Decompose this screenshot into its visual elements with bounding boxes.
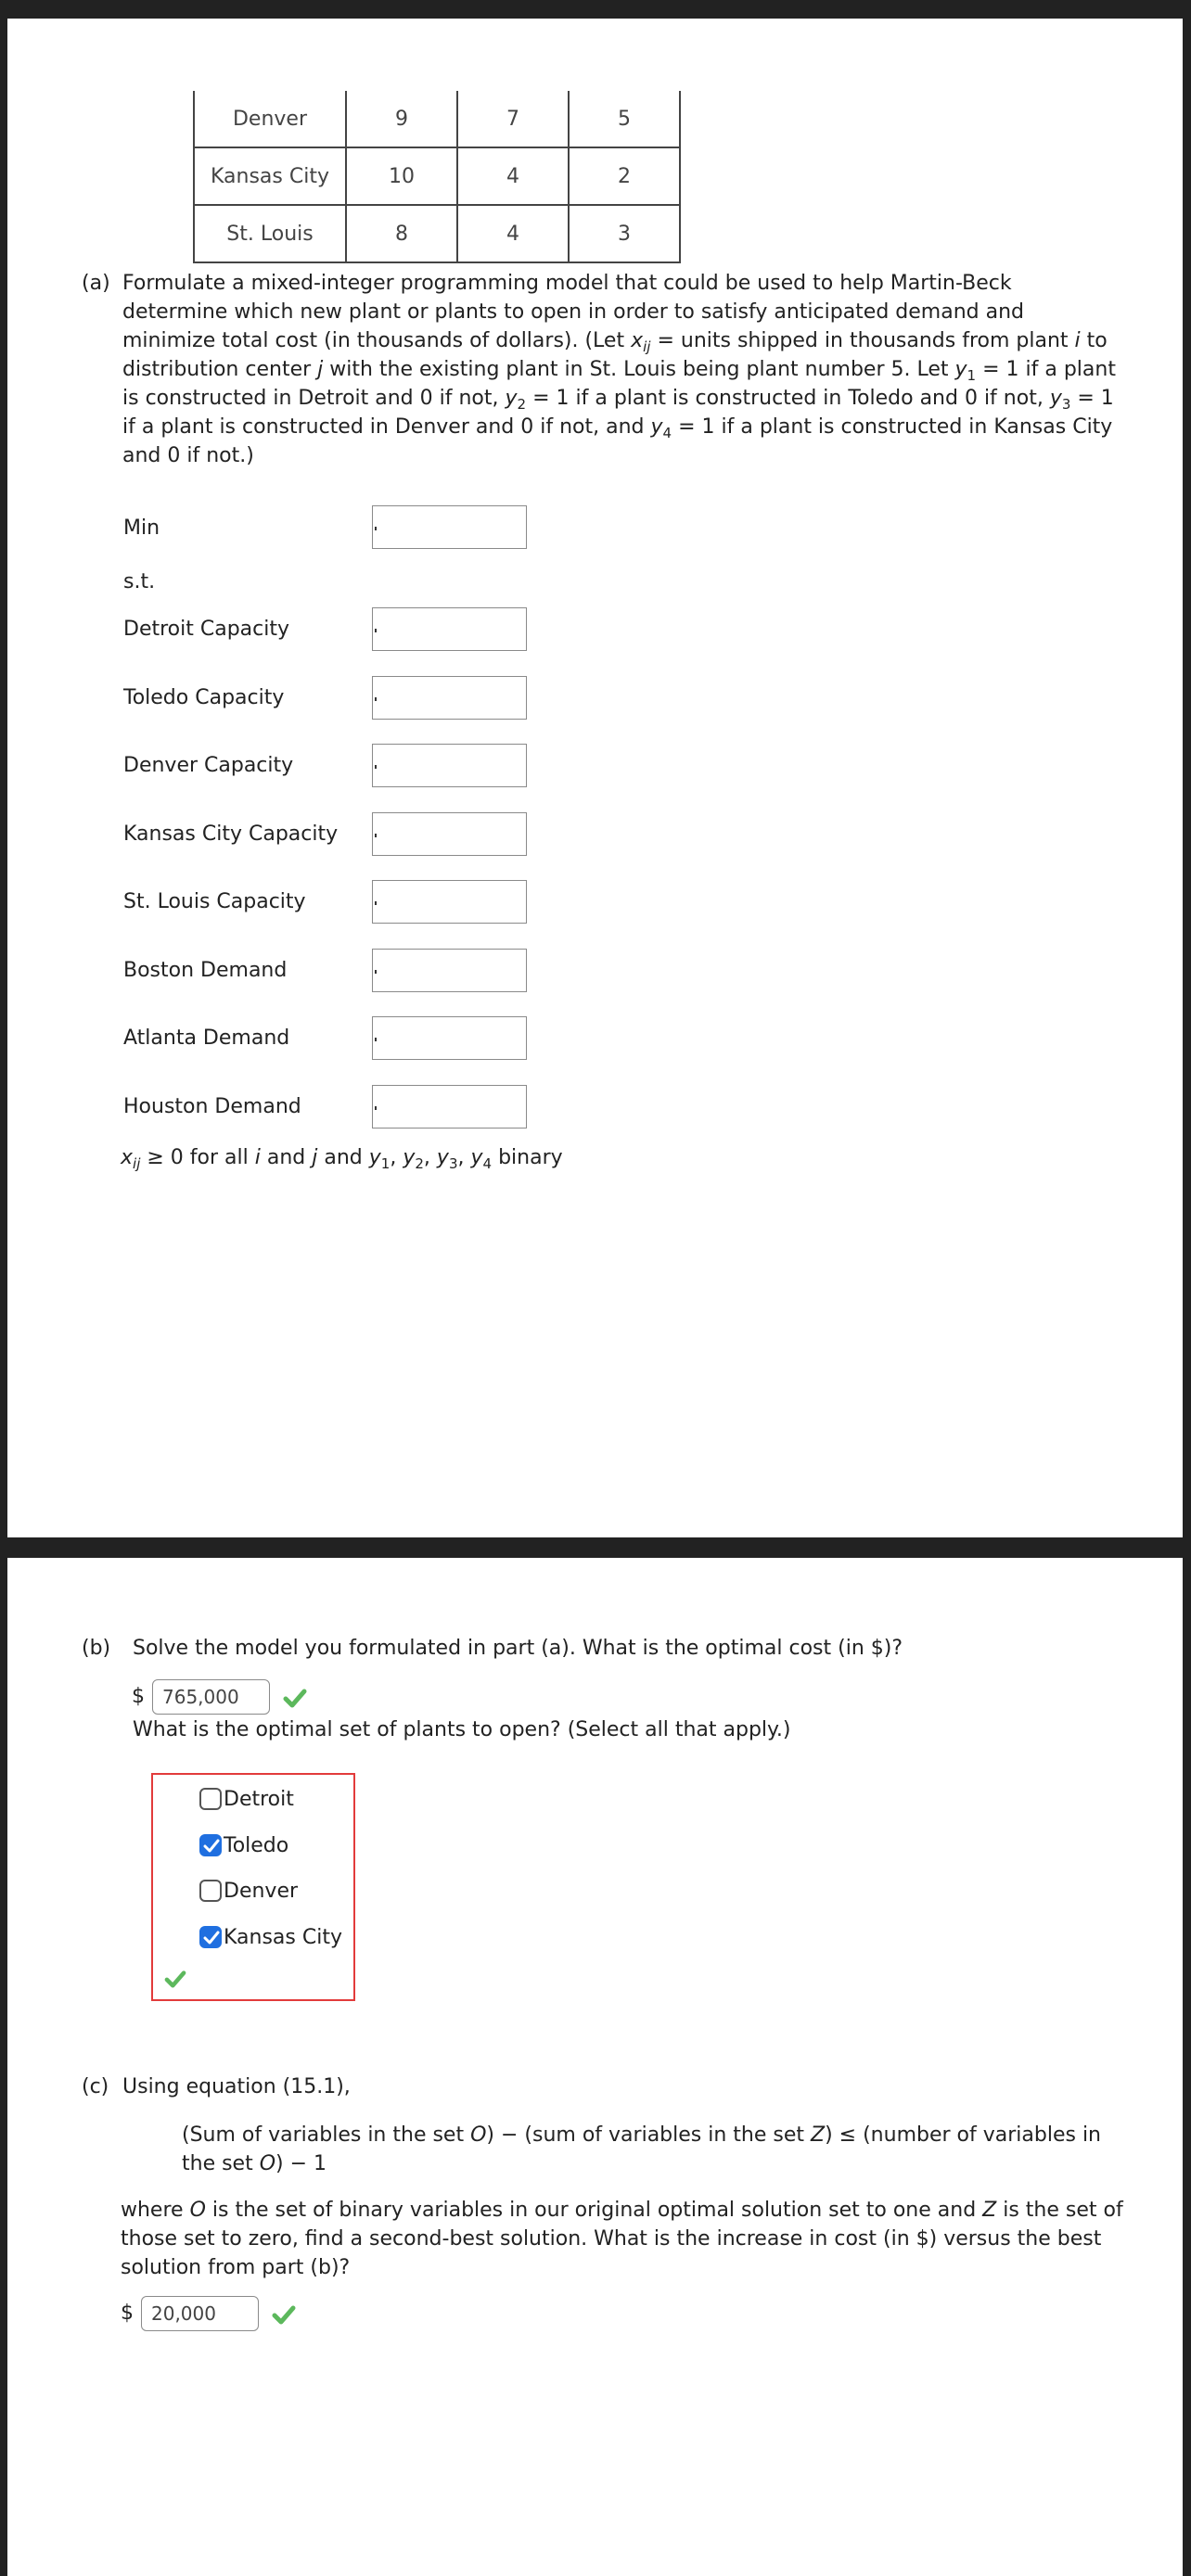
constraint-input-st-louis-capacity[interactable] (372, 880, 527, 924)
part-b-question-2: What is the optimal set of plants to open? (Select all that apply.) (133, 1718, 791, 1741)
table-cell-value: 4 (457, 147, 569, 205)
part-a-text: Formulate a mixed-integer programming model that could be used to help Martin-Beck determine which new plant or plants to open in order to satisfy anticipated demand and minimize total cost (in thousands of dollars). (Let $x_{ij}$ = units shipped in thousands from plant i to distribution center j with the existing plant in St. Louis being plant number 5. Let $y_1 = 1$ if a plant is constructed in Detroit and 0 if not, $y_2 = 1$ if a plant is constructed in Toledo and 0 if not, $y_3 = 1$ if a plant is constructed in Denver and 0 if not, and $y_4 = 1$ if a plant is constructed in Kansas City and 0 if not.) (122, 272, 1116, 467)
constraint-label: Boston Demand (123, 959, 288, 982)
part-b-question (82, 1634, 1121, 1663)
checkbox-detroit[interactable] (199, 1788, 222, 1810)
constraint-input-atlanta-demand[interactable] (372, 1016, 527, 1060)
constraint-label: Kansas City Capacity (123, 823, 339, 846)
correct-check-icon (272, 2304, 296, 2325)
constraint-input-houston-demand[interactable] (372, 1085, 527, 1129)
table-cell-value: 3 (569, 205, 680, 262)
part-c-question (82, 2072, 1121, 2101)
optimal-cost-input[interactable]: 765,000 (152, 1679, 270, 1715)
option-detroit[interactable]: Detroit (199, 1788, 294, 1811)
constraint-label: St. Louis Capacity (123, 890, 306, 913)
constraint-label: Houston Demand (123, 1095, 301, 1118)
table-cell-city: Denver (194, 91, 346, 147)
part-b-text: Solve the model you formulated in part (a). What is the optimal cost (in $)? (133, 1637, 903, 1660)
checkbox-denver[interactable] (199, 1880, 222, 1902)
correct-check-icon (283, 1688, 307, 1708)
table-row (194, 205, 680, 262)
table-row (194, 147, 680, 205)
equation-15-1: (Sum of variables in the set O) − (sum of variables in the set Z) ≤ (number of variables in the set O) − 1 (182, 2123, 1101, 2175)
constraint-label: Atlanta Demand (123, 1027, 290, 1050)
part-c-text: where O is the set of binary variables in our original optimal solution set to one and Z is the set of those set to zero, find a second-best solution. What is the increase in cost (in $) versus the best solution from part (b)? (121, 2199, 1123, 2279)
table-cell-value: 2 (569, 147, 680, 205)
table-cell-value: 9 (346, 91, 457, 147)
option-denver[interactable]: Denver (199, 1880, 298, 1903)
part-c-label: (c) (82, 2075, 109, 2098)
nonnegativity-constraint: $x_{ij} \ge 0$ for all i and j and $y_1$, $y_2$, $y_3$, $y_4$ binary (121, 1146, 563, 1172)
plant-selection-group (151, 1773, 355, 2001)
st-label: s.t. (123, 570, 156, 593)
constraint-input-kansas-city-capacity[interactable] (372, 812, 527, 856)
checkbox-kansas-city[interactable] (199, 1926, 222, 1948)
part-a-question (82, 269, 1121, 470)
constraint-input-denver-capacity[interactable] (372, 744, 527, 787)
currency-symbol: $ (132, 1685, 145, 1708)
constraint-input-toledo-capacity[interactable] (372, 676, 527, 720)
cost-table (193, 91, 681, 263)
part-a-label: (a) (82, 272, 110, 295)
table-cell-city: St. Louis (194, 205, 346, 262)
question-panel-a (7, 19, 1183, 1537)
table-row (194, 91, 680, 147)
constraint-input-boston-demand[interactable] (372, 949, 527, 992)
option-kansas-city[interactable]: Kansas City (199, 1926, 342, 1949)
objective-input[interactable] (372, 505, 527, 549)
cost-increase-input[interactable]: 20,000 (141, 2296, 259, 2331)
table-cell-value: 4 (457, 205, 569, 262)
part-c-intro: Using equation (15.1), (122, 2075, 351, 2098)
constraint-label: Detroit Capacity (123, 618, 289, 641)
option-toledo[interactable]: Toledo (199, 1834, 288, 1857)
question-panel-b-c (7, 1558, 1183, 2576)
currency-symbol: $ (121, 2302, 134, 2325)
table-cell-value: 5 (569, 91, 680, 147)
table-cell-value: 10 (346, 147, 457, 205)
constraint-label: Toledo Capacity (123, 686, 285, 709)
constraint-input-detroit-capacity[interactable] (372, 607, 527, 651)
constraint-label: Denver Capacity (123, 754, 294, 777)
min-label: Min (123, 516, 160, 540)
table-cell-city: Kansas City (194, 147, 346, 205)
table-cell-value: 7 (457, 91, 569, 147)
part-b-label: (b) (82, 1637, 111, 1660)
checkbox-toledo[interactable] (199, 1834, 222, 1856)
correct-check-icon (164, 1970, 186, 1988)
table-cell-value: 8 (346, 205, 457, 262)
